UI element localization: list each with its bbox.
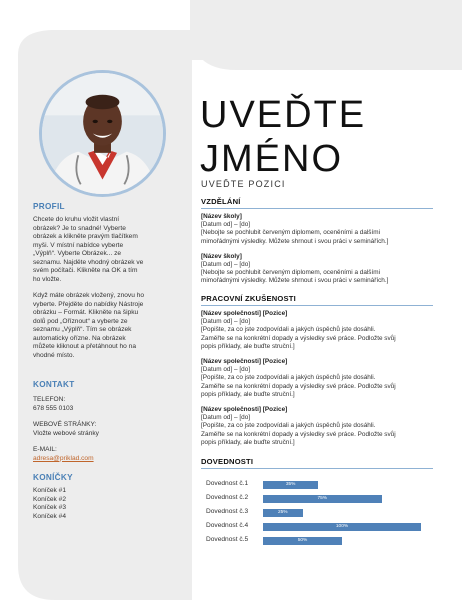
skill-label: Dovednost č.3 [206, 508, 249, 515]
education-description: [Nebojte se pochlubit červeným diplomem, oceněními a dalšími [201, 229, 381, 237]
phone-label: TELEFON: [33, 396, 66, 403]
experience-dates: [Datum od] – [do] [201, 318, 251, 326]
experience-entry [201, 406, 433, 447]
education-description: mimořádnými výsledky. Můžete shrnout i svou práci v seminářích.] [201, 237, 389, 245]
hobby-item: Koníček #2 [33, 495, 66, 503]
skill-label: Dovednost č.4 [206, 522, 249, 529]
skills-heading: DOVEDNOSTI [201, 457, 433, 469]
experience-description: popis příklady, ale buďte struční.] [201, 438, 295, 446]
web-label: WEBOVÉ STRÁNKY: [33, 421, 97, 428]
skill-row [201, 505, 433, 519]
hobbies-heading: KONÍČKY [33, 473, 73, 482]
hobby-item: Koníček #1 [33, 487, 66, 494]
experience-description: Zaměřte se na konkrétní dopady a výsledky své práce. Podložte svůj [201, 334, 396, 342]
school-name: [Název školy] [201, 213, 242, 220]
experience-dates: [Datum od] – [do] [201, 366, 251, 374]
position-title[interactable]: UVEĎTE POZICI [201, 179, 286, 189]
hobby-item: Koníček #3 [33, 504, 66, 511]
company-position: [Název společnosti] [Pozice] [201, 310, 288, 317]
skill-value-label: 50% [297, 538, 308, 543]
experience-entry [201, 310, 433, 351]
skill-row [201, 477, 433, 491]
experience-description: [Popište, za co jste zodpovídali a jakých úspěchů jste dosáhli. [201, 374, 376, 382]
email-label: E-MAIL: [33, 446, 57, 453]
hobby-item: Koníček #4 [33, 512, 66, 520]
skill-value-label: 75% [317, 496, 328, 501]
name-line-2: JMÉNO [200, 138, 343, 180]
left-column [33, 202, 168, 531]
education-description: mimořádnými výsledky. Můžete shrnout i svou práci v seminářích.] [201, 277, 389, 285]
company-position: [Název společnosti] [Pozice] [201, 358, 288, 366]
skills-section [201, 457, 433, 547]
skill-row [201, 519, 433, 533]
education-entry [201, 253, 433, 286]
experience-description: popis příklady, ale buďte struční.] [201, 390, 295, 398]
experience-section [201, 294, 433, 454]
profile-photo[interactable] [39, 70, 166, 197]
profile-section [33, 202, 168, 360]
skill-label: Dovednost č.1 [206, 480, 249, 487]
skill-label: Dovednost č.5 [206, 536, 249, 543]
skill-bar [263, 523, 421, 531]
skill-bar [263, 537, 342, 545]
name-title[interactable] [200, 93, 366, 181]
phone-value: 678 555 0103 [33, 404, 74, 412]
experience-description: Zaměřte se na konkrétní dopady a výsledky své práce. Podložte svůj [201, 382, 396, 390]
education-dates: [Datum od] – [do] [201, 261, 251, 269]
skill-bar [263, 481, 318, 489]
hobbies-section [33, 473, 168, 521]
profile-paragraph-1: Chcete do kruhu vložit vlastní obrázek? Je to snadné! Vyberte obrázek a klikněte pravým tlačítkem myši. V místní nabídce vyberte „Výplň“. Vyberte Obrázek... ze seznamu. Najděte vhodný obrázek ve svém počítači. Klikněte na OK a tím ho vložte. [33, 216, 144, 283]
skill-value-label: 25% [277, 510, 288, 515]
profile-paragraph-2: Když máte obrázek vložený, znovu ho vyberte. Přejděte do nabídky Nástroje obrázku – Formát. Klikněte na šipku dolů pod „Oříznout“ a vyberte ze seznamu „Výplň“. Tím se obrázek automaticky ořízne. Na obrázek můžete kliknout a přetáhnout ho na vhodné místo. [33, 292, 145, 359]
contact-section [33, 380, 168, 463]
experience-entry [201, 358, 433, 399]
doctor-portrait-image [42, 73, 163, 194]
email-link[interactable]: adresa@priklad.com [33, 454, 94, 462]
contact-heading: KONTAKT [33, 380, 75, 389]
experience-dates: [Datum od] – [do] [201, 414, 251, 422]
skill-row [201, 491, 433, 505]
experience-description: popis příklady, ale buďte struční.] [201, 342, 295, 350]
education-entry [201, 213, 433, 246]
experience-description: [Popište, za co jste zodpovídali a jakých úspěchů jste dosáhli. [201, 326, 376, 334]
web-value: Vložte webové stránky [33, 429, 99, 437]
skill-row [201, 533, 433, 547]
experience-heading: PRACOVNÍ ZKUŠENOSTI [201, 294, 433, 306]
skill-value-label: 35% [285, 482, 296, 487]
skill-bar [263, 509, 303, 517]
skill-bar [263, 495, 382, 503]
skills-chart [201, 477, 433, 547]
name-line-1: UVEĎTE [200, 94, 367, 136]
education-description: [Nebojte se pochlubit červeným diplomem, oceněními a dalšími [201, 269, 381, 277]
experience-description: [Popište, za co jste zodpovídali a jakých úspěchů jste dosáhli. [201, 422, 376, 430]
education-heading: VZDĚLÁNÍ [201, 197, 433, 209]
company-position: [Název společnosti] [Pozice] [201, 406, 288, 414]
education-section [201, 197, 433, 293]
profile-heading: PROFIL [33, 202, 65, 211]
school-name: [Název školy] [201, 252, 242, 260]
experience-description: Zaměřte se na konkrétní dopady a výsledky své práce. Podložte svůj [201, 430, 396, 438]
skill-value-label: 100% [335, 524, 349, 529]
skill-label: Dovednost č.2 [206, 494, 249, 501]
education-dates: [Datum od] – [do] [201, 221, 251, 229]
